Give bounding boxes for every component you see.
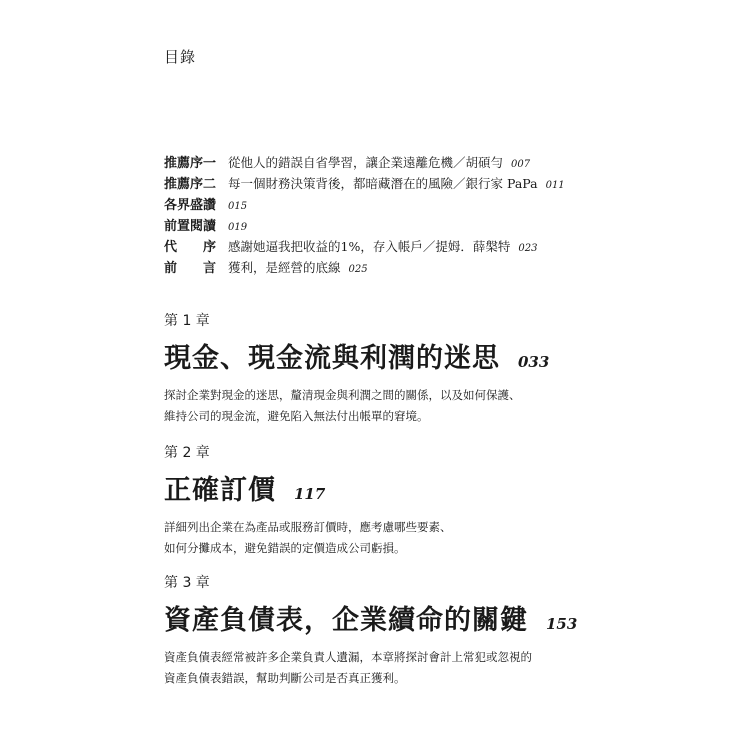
front-matter-label: 推薦序一 — [164, 156, 217, 171]
chapter-3[interactable] — [164, 572, 577, 689]
front-matter-page: 011 — [545, 180, 565, 191]
front-matter-text: 每一個財務決策背後，都暗藏潛在的風險／銀行家 PaPa — [228, 176, 538, 191]
front-matter-label: 推薦序二 — [164, 177, 217, 192]
chapter-number: 第 2 章 — [164, 445, 210, 461]
front-matter-page: 025 — [348, 264, 368, 275]
chapter-title: 資產負債表，企業續命的關鍵 — [164, 605, 528, 636]
chapter-page: 153 — [546, 615, 578, 633]
chapter-page: 117 — [294, 485, 326, 503]
front-matter-label: 前置閱讀 — [164, 219, 217, 234]
page-title: 目錄 — [164, 48, 197, 66]
front-matter-page: 023 — [518, 243, 538, 254]
chapter-number: 第 3 章 — [164, 575, 210, 591]
front-matter-text: 感謝她逼我把收益的1%，存入帳戶／提姆．薛槃特 — [228, 239, 511, 254]
chapter-number: 第 1 章 — [164, 313, 210, 329]
chapter-page: 033 — [518, 353, 550, 371]
front-matter-text: 從他人的錯誤自省學習，讓企業遠離危機／胡碩勻 — [228, 155, 504, 170]
front-matter-text: 獲利，是經營的底線 — [228, 260, 341, 275]
chapter-title: 正確訂價 — [164, 475, 276, 506]
front-matter-page: 015 — [228, 201, 248, 212]
chapter-1[interactable] — [164, 310, 549, 427]
front-matter-item[interactable] — [164, 236, 565, 257]
chapter-title: 現金、現金流與利潤的迷思 — [164, 343, 500, 374]
front-matter-page: 007 — [511, 159, 531, 170]
front-matter-item[interactable] — [164, 173, 565, 194]
chapter-2[interactable] — [164, 442, 452, 559]
chapter-description: 探討企業對現金的迷思，釐清現金與利潤之間的關係，以及如何保護、 維持公司的現金流，避免陷入無法付出帳單的窘境。 — [164, 388, 521, 423]
front-matter-label: 代 序 — [164, 240, 216, 255]
front-matter-list — [164, 152, 565, 278]
front-matter-label: 前 言 — [164, 261, 216, 276]
front-matter-item[interactable] — [164, 215, 565, 236]
front-matter-label: 各界盛讚 — [164, 198, 217, 213]
front-matter-item[interactable] — [164, 257, 565, 278]
front-matter-item[interactable] — [164, 194, 565, 215]
front-matter-page: 019 — [228, 222, 248, 233]
front-matter-item[interactable] — [164, 152, 565, 173]
chapter-description: 資產負債表經常被許多企業負責人遺漏，本章將探討會計上常犯或忽視的 資產負債表錯誤，幫助判斷公司是否真正獲利。 — [164, 650, 532, 685]
chapter-description: 詳細列出企業在為產品或服務訂價時，應考慮哪些要素、 如何分攤成本，避免錯誤的定價造成公司虧損。 — [164, 520, 452, 555]
